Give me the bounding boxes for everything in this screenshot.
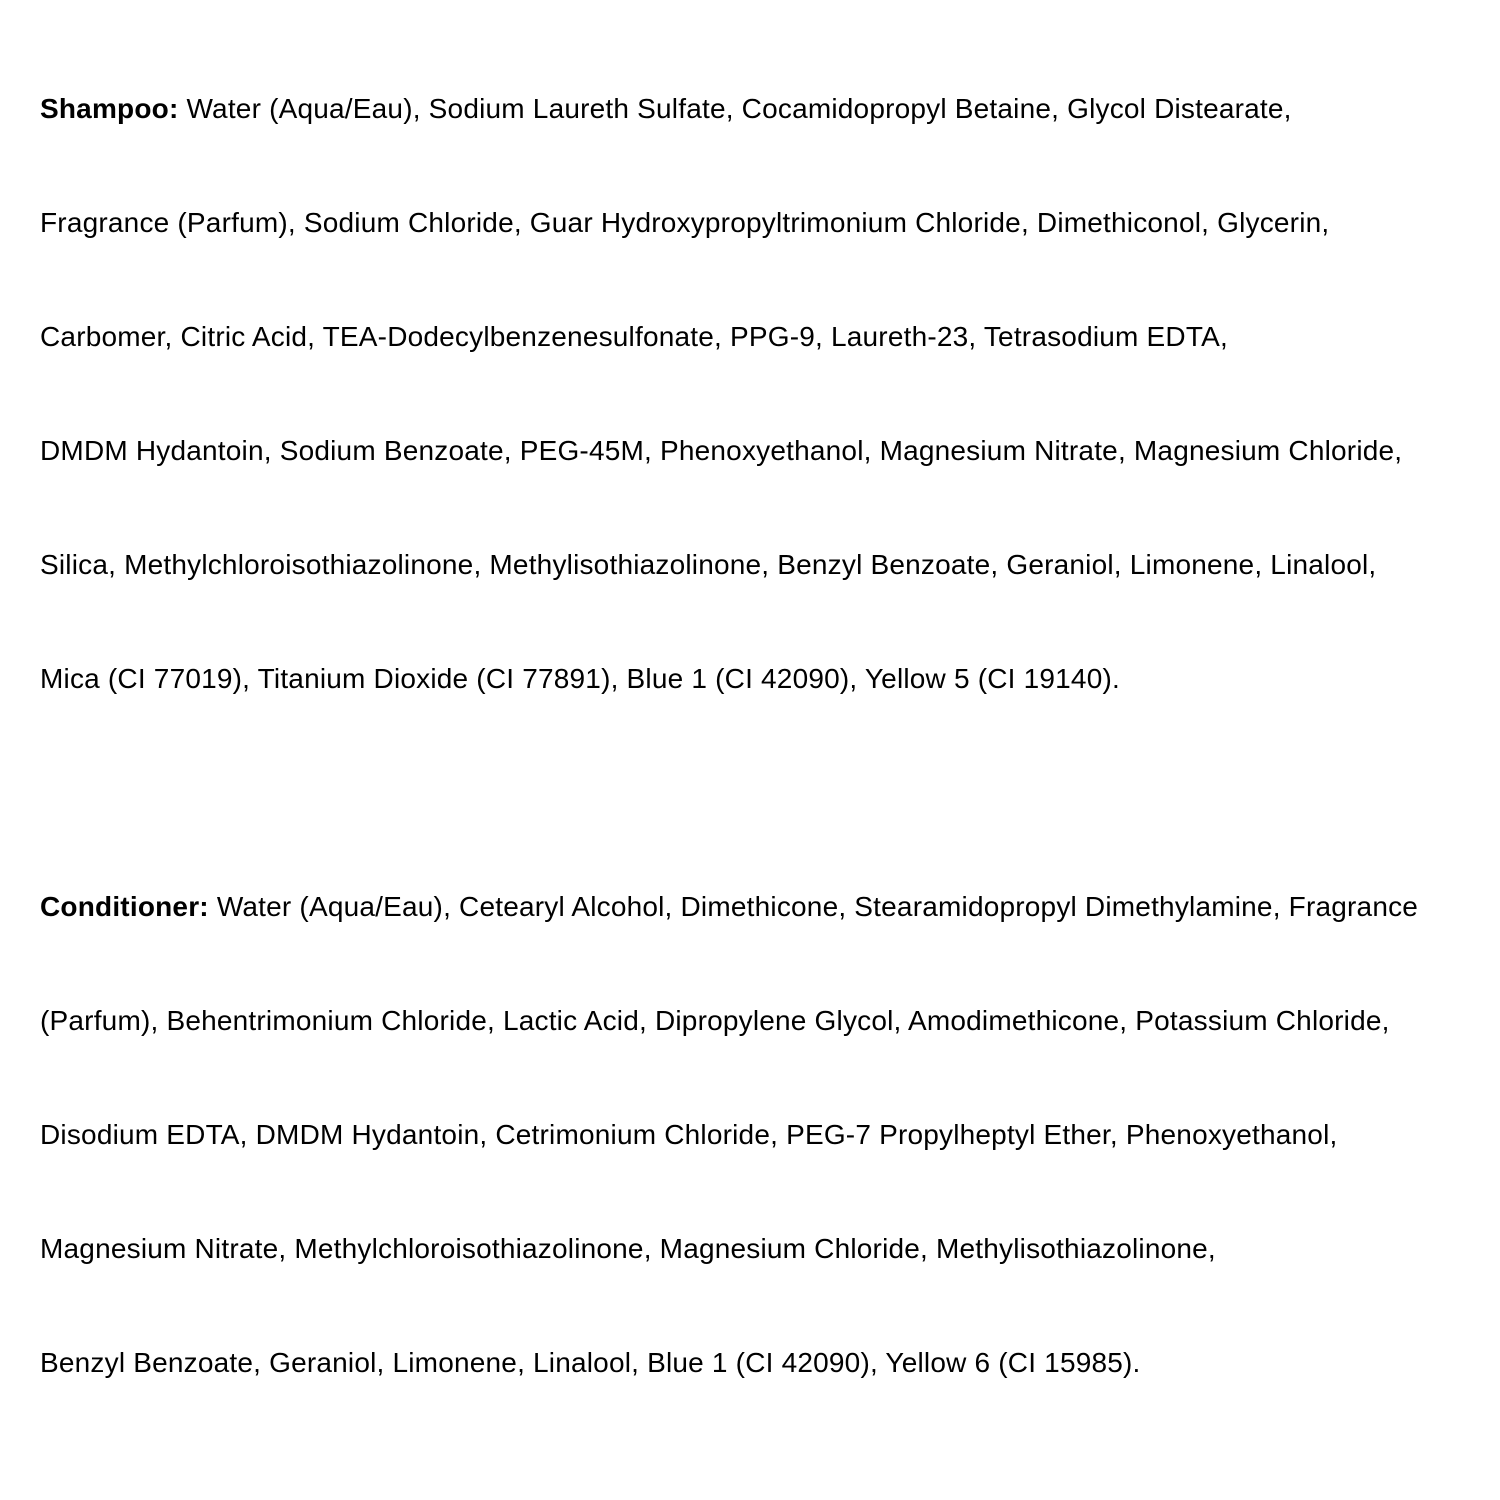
shampoo-line-2: Fragrance (Parfum), Sodium Chloride, Guar Hydroxypropyltrimonium Chloride, Dimethiconol, Glycerin, [40,207,1330,238]
conditioner-line-1-text: Water (Aqua/Eau), Cetearyl Alcohol, Dimethicone, Stearamidopropyl Dimethylamine, Fragrance [216,891,1419,922]
conditioner-line-3: Disodium EDTA, DMDM Hydantoin, Cetrimonium Chloride, PEG-7 Propylheptyl Ether, Phenoxyethanol, [40,1119,1338,1150]
conditioner-line-4: Magnesium Nitrate, Methylchloroisothiazolinone, Magnesium Chloride, Methylisothiazolinone, [40,1233,1216,1264]
conditioner-line-5: Benzyl Benzoate, Geraniol, Limonene, Linalool, Blue 1 (CI 42090), Yellow 6 (CI 15985). [40,1347,1141,1378]
shampoo-ingredients-paragraph [40,52,1500,736]
shampoo-line-1-text: Water (Aqua/Eau), Sodium Laureth Sulfate, Cocamidopropyl Betaine, Glycol Distearate, [186,93,1292,124]
shampoo-line-4: DMDM Hydantoin, Sodium Benzoate, PEG-45M, Phenoxyethanol, Magnesium Nitrate, Magnesium Chloride, [40,435,1403,466]
shampoo-label: Shampoo: [40,93,179,124]
shampoo-line-3: Carbomer, Citric Acid, TEA-Dodecylbenzenesulfonate, PPG-9, Laureth-23, Tetrasodium EDTA, [40,321,1228,352]
ingredients-document [40,52,1500,1420]
shampoo-line-5: Silica, Methylchloroisothiazolinone, Methylisothiazolinone, Benzyl Benzoate, Geraniol, Limonene, Linalool, [40,549,1377,580]
conditioner-ingredients-paragraph [40,850,1500,1420]
shampoo-line-6: Mica (CI 77019), Titanium Dioxide (CI 77891), Blue 1 (CI 42090), Yellow 5 (CI 19140). [40,663,1120,694]
conditioner-label: Conditioner: [40,891,209,922]
conditioner-line-2: (Parfum), Behentrimonium Chloride, Lactic Acid, Dipropylene Glycol, Amodimethicone, Potassium Chloride, [40,1005,1390,1036]
shampoo-line-1 [40,52,1500,166]
conditioner-line-1 [40,850,1500,964]
